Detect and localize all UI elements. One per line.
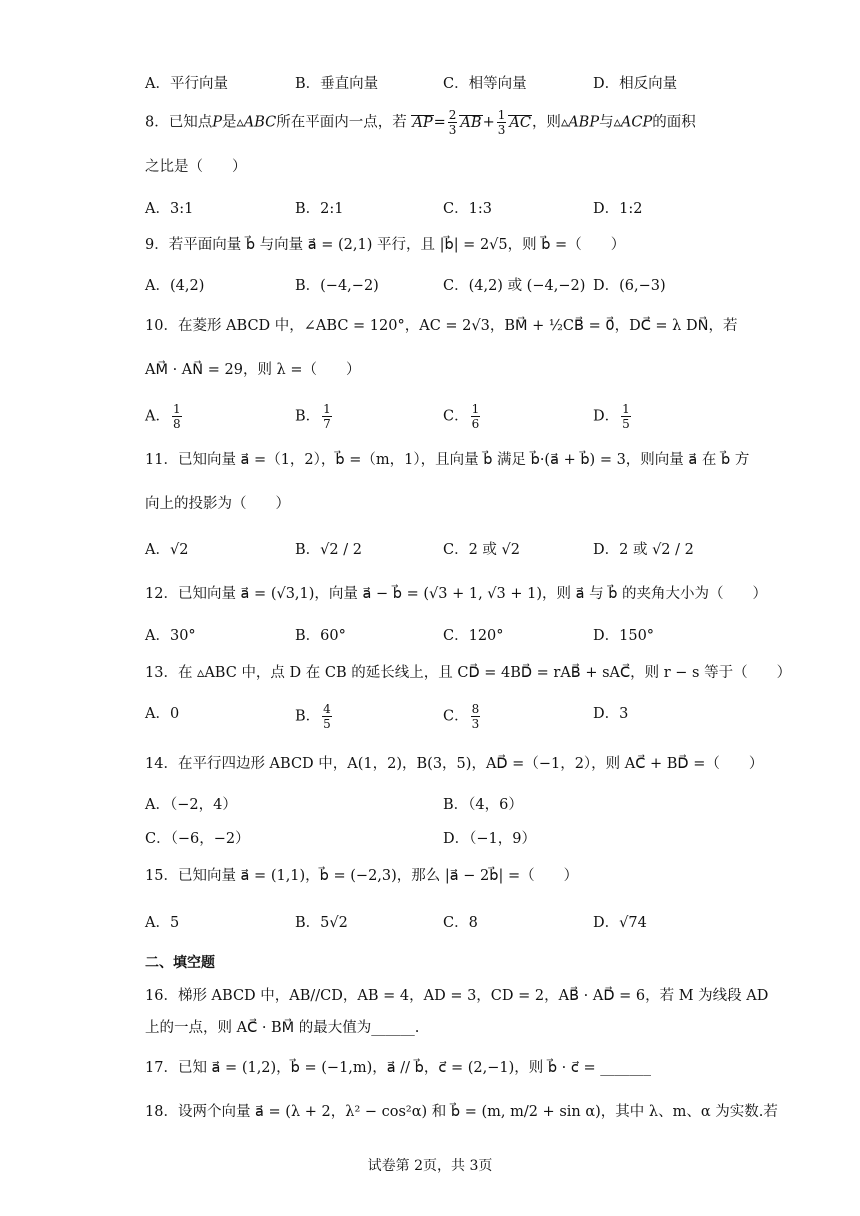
q12-option-b[interactable]: B．60°: [295, 628, 346, 644]
q7-option-b[interactable]: B．垂直向量: [295, 76, 379, 92]
q8-stem-line2: 之比是（ ）: [145, 159, 247, 175]
q8-option-c[interactable]: C．1:3: [443, 201, 492, 217]
q10-option-a[interactable]: A． $\frac{1}{8}$: [145, 402, 181, 431]
q10-stem-line2: AM⃗ · AN⃗ = 29，则 λ =（ ）: [145, 362, 361, 378]
page-footer: 试卷第 2页，共 3页: [367, 1158, 493, 1174]
section-heading-fill-in: 二、填空题: [145, 955, 215, 971]
q12-option-a[interactable]: A．30°: [145, 628, 196, 644]
q15-stem: 15．已知向量 a⃗ = (1,1)，b⃗ = (−2,3)，那么 |a⃗ − 2b⃗| =（ ）: [145, 868, 579, 884]
q14-options-row1: [145, 793, 745, 813]
q10-option-d[interactable]: D． $\frac{1}{5}$: [593, 402, 630, 431]
q11-options: [145, 538, 745, 558]
q17-stem: 17．已知 a⃗ = (1,2)，b⃗ = (−1,m)，a⃗ // b⃗，c⃗ = (2,−1)，则 b⃗ · c⃗ = _______: [145, 1060, 651, 1076]
q11-option-d[interactable]: D．2 或 √2 / 2: [593, 542, 694, 558]
q8-option-d[interactable]: D．1:2: [593, 201, 643, 217]
q7-option-c[interactable]: C．相等向量: [443, 76, 527, 92]
q11-option-a[interactable]: A．√2: [145, 542, 189, 558]
q16-stem-line2: 上的一点，则 AC⃗ · BM⃗ 的最大值为______.: [145, 1020, 420, 1036]
q10-option-b[interactable]: B． $\frac{1}{7}$: [295, 402, 331, 431]
q12-option-c[interactable]: C．120°: [443, 628, 504, 644]
q12-options: [145, 624, 745, 644]
q13-option-d[interactable]: D．3: [593, 706, 629, 722]
q14-options-row2: [145, 827, 745, 847]
q8-stem-line1: 8．已知点P是▵ABC所在平面内一点，若 AP= $\frac{2}{3}$ AB+ $\frac{1}{3}$ AC，则▵ABP与▵ACP的面积: [145, 108, 696, 137]
q14-option-b[interactable]: B．（4，6）: [443, 797, 523, 813]
q10-option-c[interactable]: C． $\frac{1}{6}$: [443, 402, 480, 431]
q13-stem: 13．在 ▵ABC 中，点 D 在 CB 的延长线上，且 CD⃗ = 4BD⃗ = rAB⃗ + sAC⃗，则 r − s 等于（ ）: [145, 665, 792, 681]
q14-option-c[interactable]: C．（−6，−2）: [145, 831, 250, 847]
q15-option-c[interactable]: C．8: [443, 915, 478, 931]
q13-option-b[interactable]: B． $\frac{4}{5}$: [295, 702, 331, 731]
q13-option-c[interactable]: C． $\frac{8}{3}$: [443, 702, 480, 731]
q14-stem: 14．在平行四边形 ABCD 中，A(1，2)，B(3，5)，AD⃗ =（−1，2），则 AC⃗ + BD⃗ =（ ）: [145, 756, 764, 772]
q8-options: [145, 197, 745, 217]
q11-stem-line2: 向上的投影为（ ）: [145, 496, 290, 512]
q10-options: [145, 402, 745, 434]
q11-option-b[interactable]: B．√2 / 2: [295, 542, 362, 558]
q15-option-a[interactable]: A．5: [145, 915, 180, 931]
q13-option-a[interactable]: A．0: [145, 706, 180, 722]
q15-option-d[interactable]: D．√74: [593, 915, 647, 931]
q9-option-c[interactable]: C．(4,2) 或 (−4,−2): [443, 278, 586, 294]
q14-option-d[interactable]: D．（−1，9）: [443, 831, 536, 847]
q15-option-b[interactable]: B．5√2: [295, 915, 348, 931]
q7-option-a[interactable]: A．平行向量: [145, 76, 228, 92]
q12-option-d[interactable]: D．150°: [593, 628, 655, 644]
q9-option-d[interactable]: D．(6,−3): [593, 278, 666, 294]
q9-options: [145, 274, 745, 294]
q8-option-b[interactable]: B．2:1: [295, 201, 344, 217]
q8-option-a[interactable]: A．3:1: [145, 201, 194, 217]
q9-stem: 9．若平面向量 b⃗ 与向量 a⃗ = (2,1) 平行，且 |b⃗| = 2√5，则 b⃗ =（ ）: [145, 237, 626, 253]
q12-stem: 12．已知向量 a⃗ = (√3,1)，向量 a⃗ − b⃗ = (√3 + 1, √3 + 1)，则 a⃗ 与 b⃗ 的夹角大小为（ ）: [145, 586, 768, 602]
q10-stem-line1: 10．在菱形 ABCD 中，∠ABC = 120°，AC = 2√3，BM⃗ + ½CB⃗ = 0⃗，DC⃗ = λ DN⃗，若: [145, 318, 738, 334]
q11-stem-line1: 11．已知向量 a⃗ =（1，2），b⃗ =（m，1），且向量 b⃗ 满足 b⃗·(a⃗ + b⃗) = 3，则向量 a⃗ 在 b⃗ 方: [145, 452, 750, 468]
q9-option-b[interactable]: B．(−4,−2): [295, 278, 379, 294]
q16-stem-line1: 16．梯形 ABCD 中，AB//CD，AB = 4，AD = 3，CD = 2，AB⃗ · AD⃗ = 6，若 M 为线段 AD: [145, 988, 769, 1004]
q7-option-d[interactable]: D．相反向量: [593, 76, 678, 92]
q7-options: [145, 72, 745, 92]
q13-options: [145, 702, 745, 734]
q18-stem: 18．设两个向量 a⃗ = (λ + 2，λ² − cos²α) 和 b⃗ = (m, m/2 + sin α)，其中 λ、m、α 为实数.若: [145, 1104, 778, 1120]
q11-option-c[interactable]: C．2 或 √2: [443, 542, 521, 558]
q14-option-a[interactable]: A．（−2，4）: [145, 797, 237, 813]
q9-option-a[interactable]: A．(4,2): [145, 278, 205, 294]
q15-options: [145, 911, 745, 931]
